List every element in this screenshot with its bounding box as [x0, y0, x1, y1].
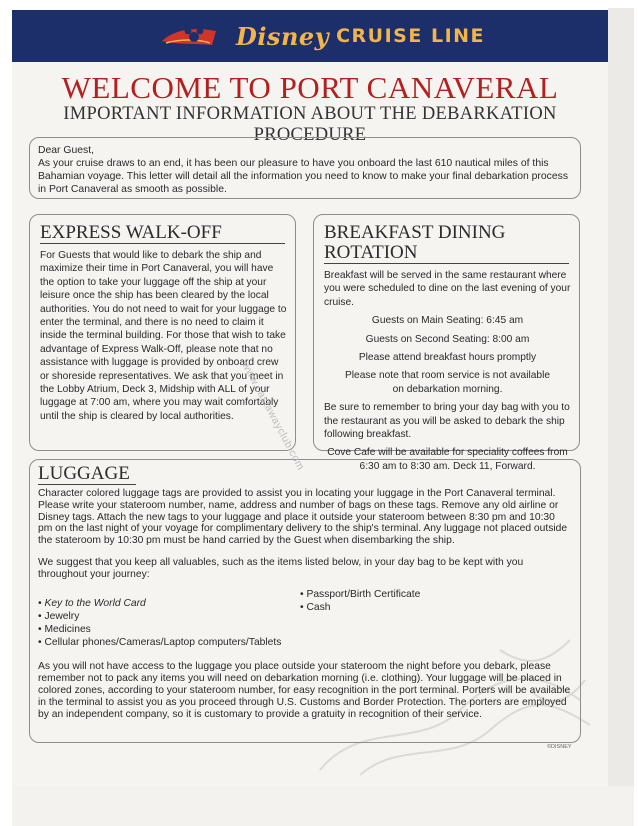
intro-body: As your cruise draws to an end, it has been our pleasure to have you onboard the last 610 nautical miles of this Bahamian voyage. This letter will detail all the information you need to know to make your final debarkation process in Port Canaveral as smooth as possible.: [38, 158, 569, 195]
disney-cruise-line-logo: [160, 14, 485, 58]
valuables-list-left: [38, 598, 281, 649]
mickey-funnel-icon: [160, 21, 230, 51]
express-heading: EXPRESS WALK-OFF: [40, 223, 285, 244]
logo-cruise-line-text: CRUISE LINE: [336, 25, 486, 47]
main-seating-time: Guests on Main Seating: 6:45 am: [371, 315, 524, 327]
second-seating-time: Guests on Second Seating: 8:00 am: [365, 333, 530, 345]
breakfast-intro: Breakfast will be served in the same restaurant where you were scheduled to dine on the last evening of your cruise.: [324, 270, 571, 308]
intro-box: [29, 137, 581, 199]
attend-note: Please attend breakfast hours promptly: [358, 352, 537, 364]
valuables-list-right: [300, 589, 420, 615]
intro-greeting: Dear Guest,: [38, 145, 95, 156]
luggage-tags-paragraph: Character colored luggage tags are provided to assist you in locating your luggage in the Port Canaveral terminal. Please write your stateroom number, name, address and number of bags on these tags. Remove any old airline or Disney tags. Attach the new tags to your luggage and place it outside your stateroom between 8:30 pm and 10:30 pm on the last night of your voyage for complimentary delivery to the ship's terminal. Any luggage not placed outside the stateroom by 10:30 pm must be hand carried by the Guest when disembarking the ship.: [38, 488, 568, 547]
page-subtitle: IMPORTANT INFORMATION ABOUT THE DEBARKATION PROCEDURE: [63, 104, 557, 145]
cove-cafe-note: Cove Cafe will be available for speciality coffees from 6:30 am to 8:30 am. Deck 11, Forward.: [327, 447, 568, 472]
list-item: • Medicines: [38, 623, 91, 635]
valuables-list: [38, 589, 572, 653]
luggage-heading: LUGGAGE: [38, 464, 136, 485]
express-walk-off-box: [29, 214, 296, 451]
luggage-box: [29, 459, 581, 743]
page-title: WELCOME TO PORT CANAVERAL: [61, 70, 559, 105]
copyright-note: ©DISNEY: [547, 744, 572, 750]
watermark: www.castawayclub.com: [239, 360, 307, 473]
valuables-paragraph: We suggest that you keep all valuables, such as the items listed below, in your day bag to be kept with you throughout your journey:: [38, 556, 524, 581]
day-bag-note: Be sure to remember to bring your day bag with you to the restaurant as you will be asked to debark the ship following breakfast.: [324, 402, 570, 441]
list-item: • Jewelry: [38, 611, 80, 623]
breakfast-heading: BREAKFAST DINING ROTATION: [324, 223, 569, 264]
page-bottom-margin: [12, 786, 634, 826]
express-body: For Guests that would like to debark the ship and maximize their time in Port Canaveral, you will have the option to take your luggage off the ship at your leisure once the ship has been cleared by the local authorities. You do not need to wait for your luggage to enter the terminal, and there is no need to claim it inside the terminal building. For those that wish to take advantage of Express Walk-Off, please note that no assistance with luggage is provided by onboard crew or shoreside representatives. We ask that you meet in the Lobby Atrium, Deck 3, Midship with ALL of your luggage at 7:00 am, where you may wait comfortably until the ship is cleared by local authorities.: [40, 250, 287, 422]
list-item: • Key to the World Card: [38, 598, 146, 610]
list-item: • Cellular phones/Cameras/Laptop computers/Tablets: [38, 636, 282, 648]
list-item: • Passport/Birth Certificate: [300, 589, 421, 601]
list-item: • Cash: [300, 602, 331, 614]
page-edge-shadow: [608, 8, 634, 808]
luggage-zones-paragraph: As you will not have access to the luggage you place outside your stateroom the night before you debark, please remember not to pack any items you will need on debarkation morning (i.e. clothing). Your luggage will be placed in colored zones, according to your stateroom number, for easy recognition in the port terminal. Porters will be available in the terminal to assist you as you proceed through U.S. Customs and Border Protection. The porters are employed by an independent company, so it is customary to provide a gratuity in recognition of their service.: [38, 661, 571, 721]
breakfast-box: [313, 214, 580, 472]
room-service-note: Please note that room service is not available on debarkation morning.: [345, 370, 550, 395]
logo-disney-text: Disney: [236, 21, 330, 51]
